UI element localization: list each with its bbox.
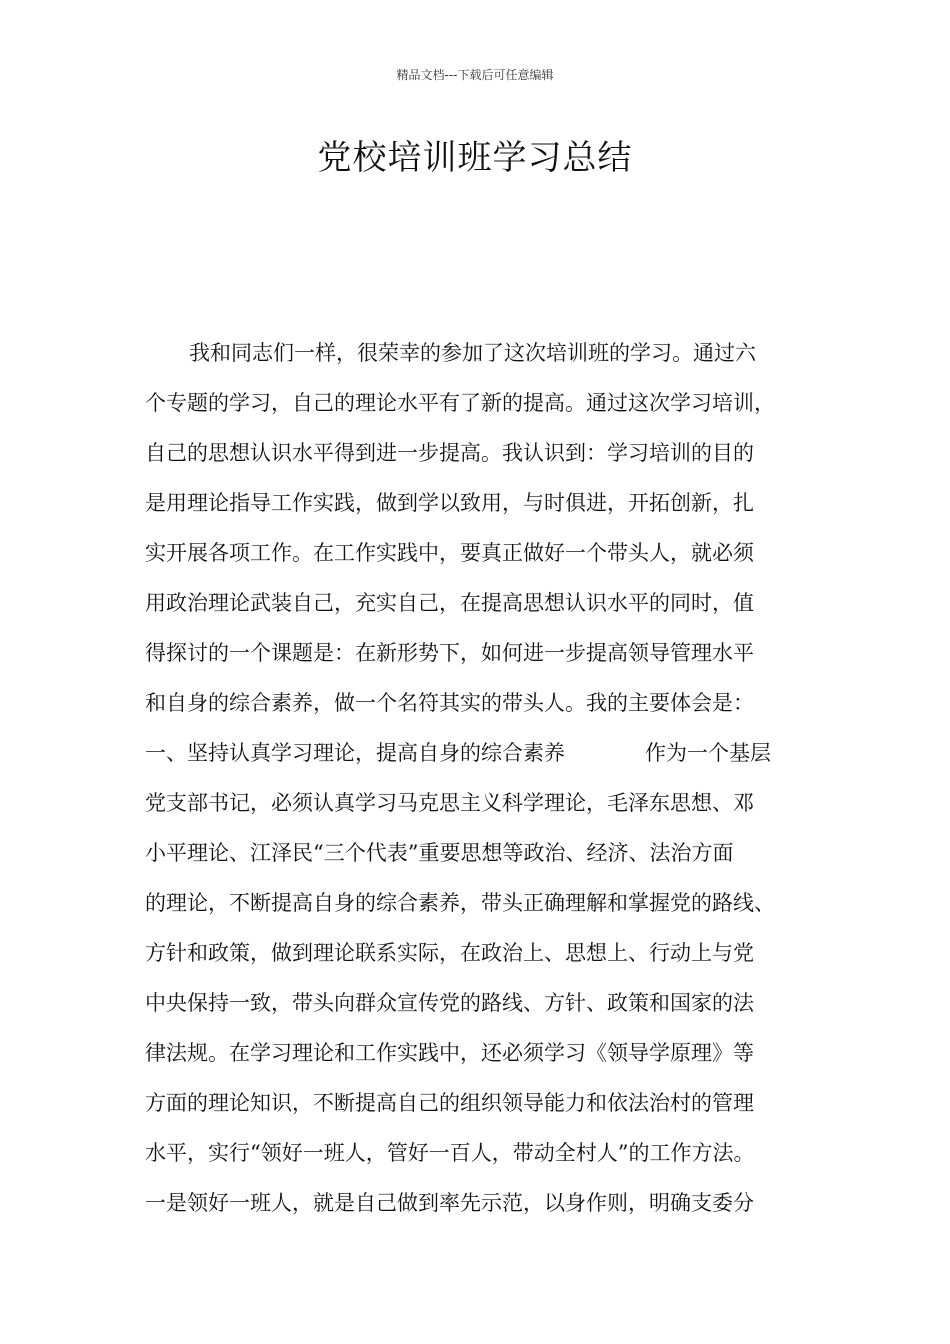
body-line-6: 用政治理论武装自己，充实自己，在提高思想认识水平的同时，值	[145, 591, 754, 615]
section-line-9: 一是领好一班人，就是自己做到率先示范，以身作则，明确支委分	[145, 1191, 754, 1215]
body-line-5: 实开展各项工作。在工作实践中，要真正做好一个带头人，就必须	[145, 541, 754, 565]
section-line-4: 方针和政策，做到理论联系实际，在政治上、思想上、行动上与党	[145, 941, 754, 965]
section-line-7: 方面的理论知识，不断提高自己的组织领导能力和依法治村的管理	[145, 1091, 754, 1115]
document-body	[145, 328, 815, 1228]
section-lead: 作为一个基层	[645, 741, 771, 765]
body-line-1: 我和同志们一样，很荣幸的参加了这次培训班的学习。通过六	[189, 341, 756, 365]
body-line-7: 得探讨的一个课题是：在新形势下，如何进一步提高领导管理水平	[145, 641, 754, 665]
body-line-2: 个专题的学习，自己的理论水平有了新的提高。通过这次学习培训，	[145, 391, 775, 415]
section-heading: 一、坚持认真学习理论，提高自身的综合素养	[145, 741, 565, 765]
section-line-1: 党支部书记，必须认真学习马克思主义科学理论，毛泽东思想、邓	[145, 791, 754, 815]
body-line-8: 和自身的综合素养，做一个名符其实的带头人。我的主要体会是：	[145, 691, 754, 715]
section-heading-line	[145, 728, 815, 778]
body-line-3: 自己的思想认识水平得到进一步提高。我认识到：学习培训的目的	[145, 441, 754, 465]
document-title: 党校培训班学习总结	[317, 138, 633, 178]
section-line-5: 中央保持一致，带头向群众宣传党的路线、方针、政策和国家的法	[145, 991, 754, 1015]
body-line-4: 是用理论指导工作实践，做到学以致用，与时俱进，开拓创新，扎	[145, 491, 754, 515]
section-line-6: 律法规。在学习理论和工作实践中，还必须学习《领导学原理》等	[145, 1041, 754, 1065]
header-note: 精品文档---下载后可任意编辑	[396, 68, 554, 82]
section-line-3: 的理论，不断提高自身的综合素养，带头正确理解和掌握党的路线、	[145, 891, 775, 915]
section-line-2: 小平理论、江泽民“三个代表”重要思想等政治、经济、法治方面	[145, 841, 734, 865]
section-line-8: 水平，实行“领好一班人，管好一百人，带动全村人”的工作方法。	[145, 1141, 755, 1165]
